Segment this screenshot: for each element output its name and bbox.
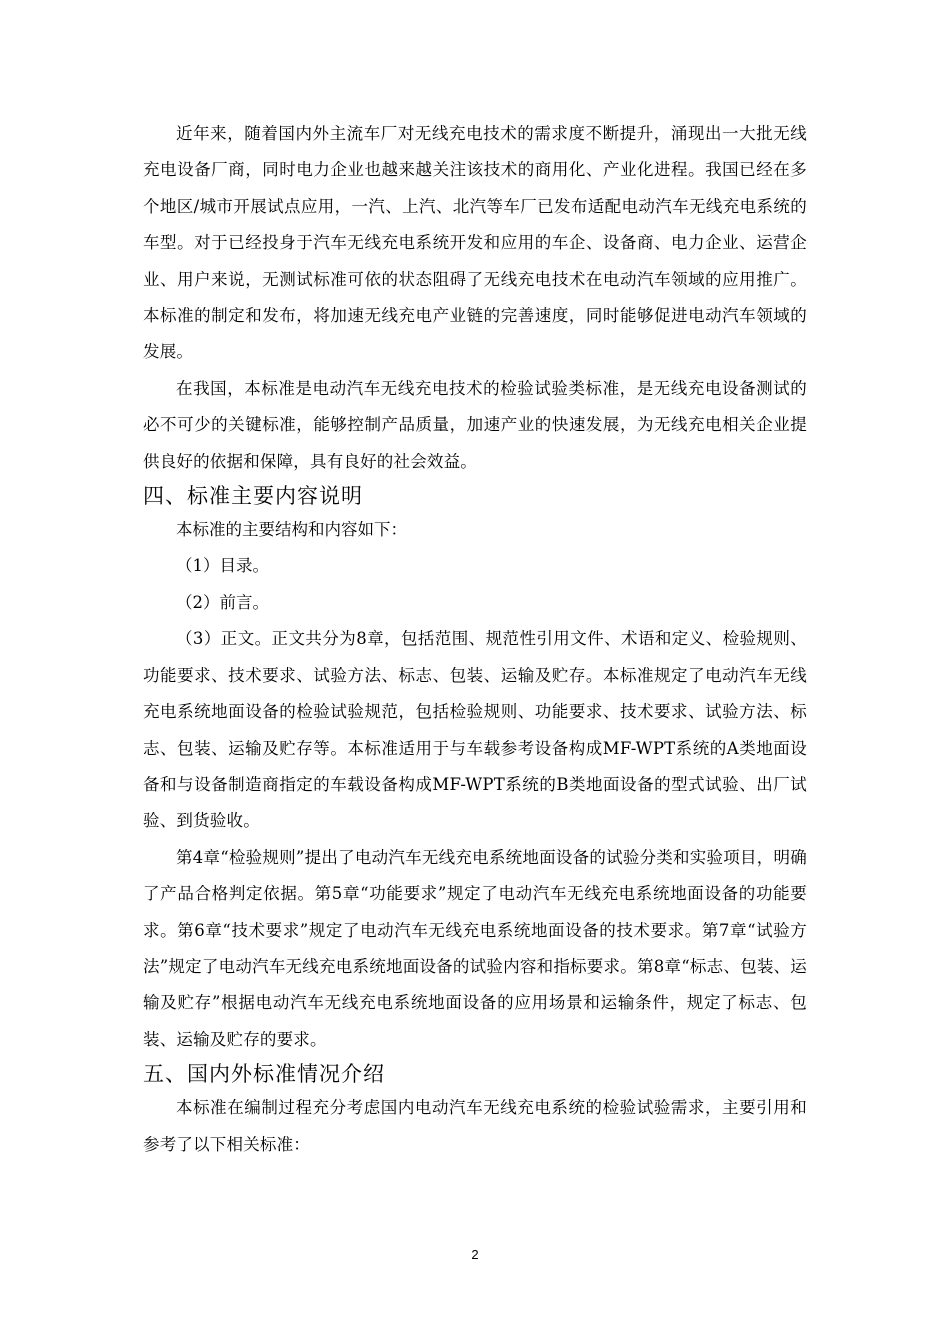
- section4-item-3: （3）正文。正文共分为8章，包括范围、规范性引用文件、术语和定义、检验规则、功能要求、技术要求、试验方法、标志、包装、运输及贮存。本标准规定了电动汽车无线充电系统地面设备的检验试验规范，包括检验规则、功能要求、技术要求、试验方法、标志、包装、运输及贮存等。本标准适用于与车载参考设备构成MF-WPT系统的A类地面设备和与设备制造商指定的车载设备构成MF-WPT系统的B类地面设备的型式试验、出厂试验、到货验收。: [143, 629, 807, 831]
- intro-paragraph-1: 近年来，随着国内外主流车厂对无线充电技术的需求度不断提升，涌现出一大批无线充电设备厂商，同时电力企业也越来越关注该技术的商用化、产业化进程。我国已经在多个地区/城市开展试点应用，一汽、上汽、北汽等车厂已发布适配电动汽车无线充电系统的车型。对于已经投身于汽车无线充电系统开发和应用的车企、设备商、电力企业、运营企业、用户来说，无测试标准可依的状态阻碍了无线充电技术在电动汽车领域的应用推广。本标准的制定和发布，将加速无线充电产业链的完善速度，同时能够促进电动汽车领域的发展。: [143, 124, 807, 362]
- section5-lead: 本标准在编制过程充分考虑国内电动汽车无线充电系统的检验试验需求，主要引用和参考了以下相关标准：: [143, 1098, 807, 1154]
- section4-item-2: （2）前言。: [176, 592, 269, 612]
- page-body: [143, 116, 807, 1163]
- section-heading-4: 四、标准主要内容说明: [143, 484, 363, 509]
- section4-item-1: （1）目录。: [176, 556, 269, 576]
- section4-detail: 第4章“检验规则”提出了电动汽车无线充电系统地面设备的试验分类和实验项目，明确了产品合格判定依据。第5章“功能要求”规定了电动汽车无线充电系统地面设备的功能要求。第6章“技术要求”规定了电动汽车无线充电系统地面设备的技术要求。第7章“试验方法”规定了电动汽车无线充电系统地面设备的试验内容和指标要求。第8章“标志、包装、运输及贮存”根据电动汽车无线充电系统地面设备的应用场景和运输条件，规定了标志、包装、运输及贮存的要求。: [143, 847, 807, 1049]
- section4-lead: 本标准的主要结构和内容如下：: [176, 520, 407, 540]
- page-number: 2: [471, 1247, 479, 1262]
- section-heading-5: 五、国内外标准情况介绍: [143, 1062, 385, 1087]
- intro-paragraph-2: 在我国，本标准是电动汽车无线充电技术的检验试验类标准，是无线充电设备测试的必不可少的关键标准，能够控制产品质量，加速产业的快速发展，为无线充电相关企业提供良好的依据和保障，具有良好的社会效益。: [143, 378, 807, 471]
